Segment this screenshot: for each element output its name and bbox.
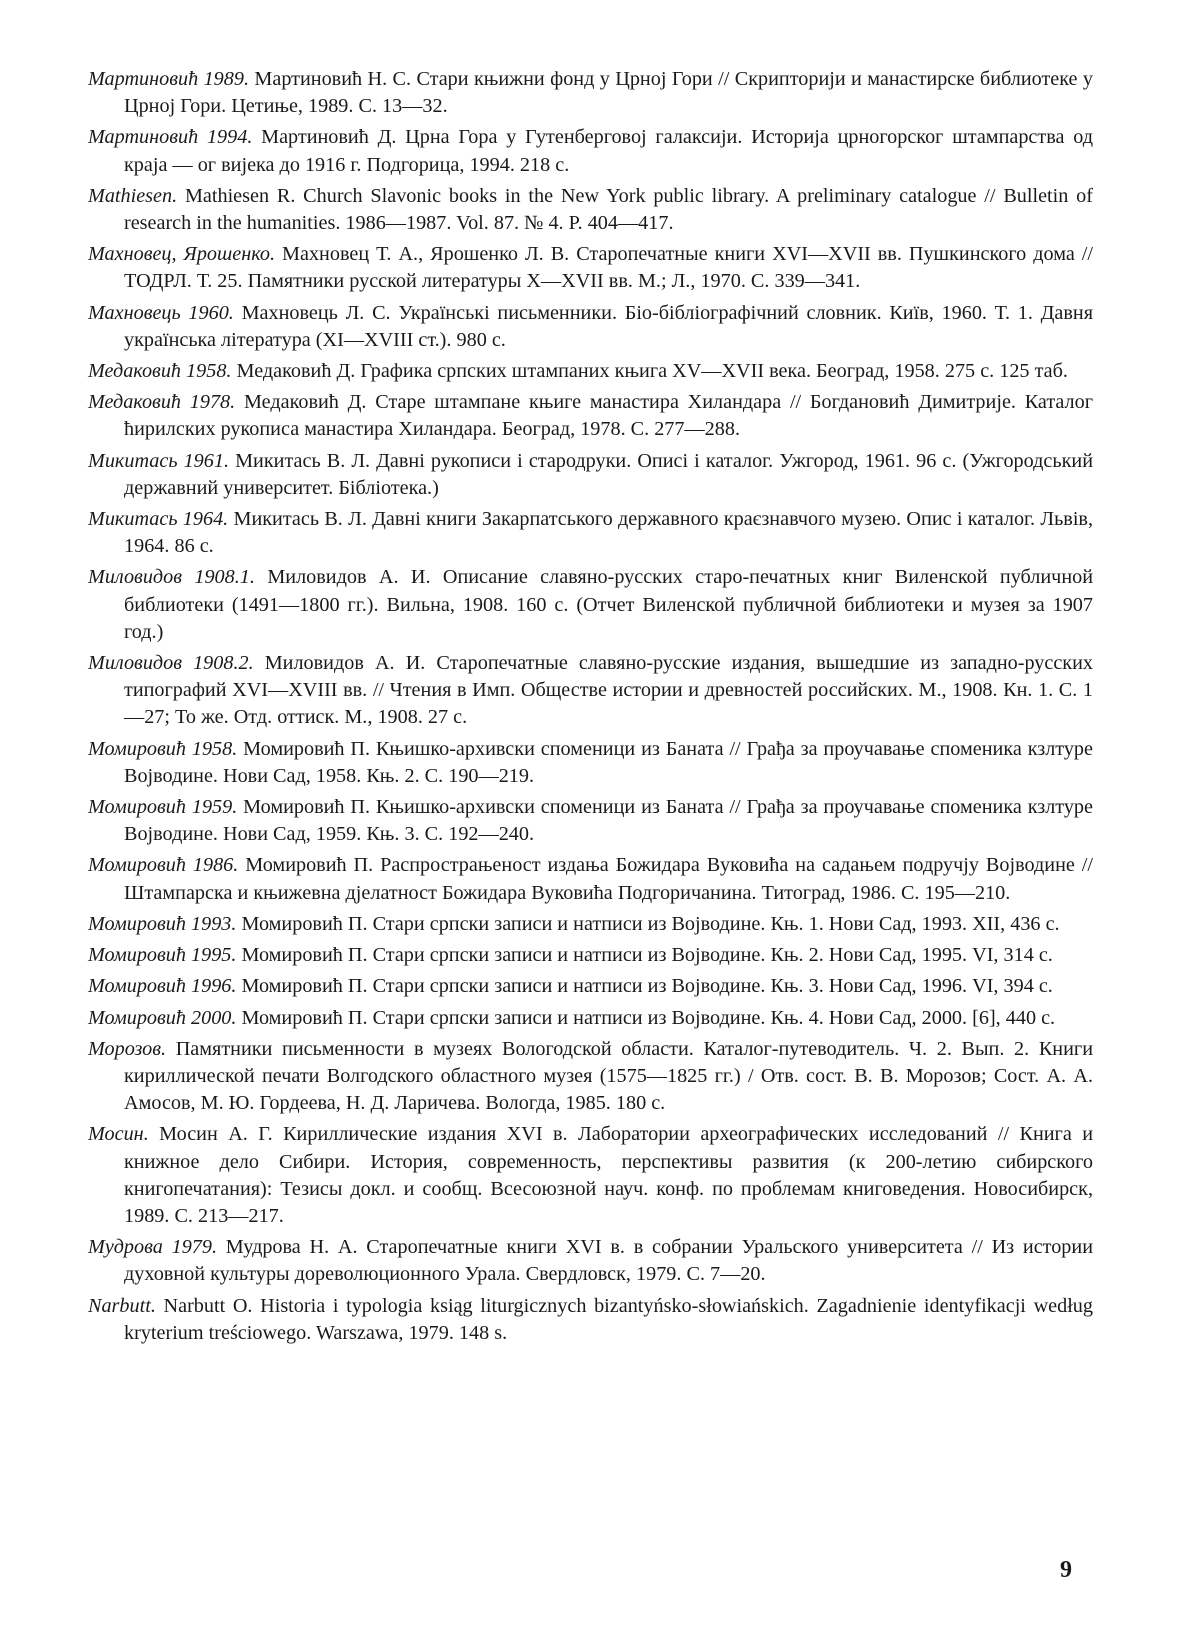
entry-key: Момировић 1986. bbox=[88, 854, 239, 877]
entry-key: Микитась 1961. bbox=[88, 449, 230, 472]
entry-key: Момировић 1996. bbox=[88, 975, 237, 998]
entry-key: Момировић 1995. bbox=[88, 944, 237, 967]
bib-entry bbox=[88, 300, 1093, 354]
bib-entry bbox=[88, 1234, 1093, 1288]
entry-key: Момировић 1959. bbox=[88, 796, 238, 819]
entry-key: Мартиновић 1994. bbox=[88, 126, 253, 149]
entry-text: Момировић П. Стари српски записи и натписи из Војводине. Књ. 2. Нови Сад, 1995. VI, 314 с. bbox=[241, 944, 1053, 967]
page-number: 9 bbox=[1060, 1557, 1072, 1583]
bib-entry bbox=[88, 852, 1093, 906]
entry-text: Медаковић Д. Старе штампане књиге манастира Хиландара // Богдановић Димитрије. Каталог ћирилских рукописа манастира Хиландара. Београд, 1978. С. 277—288. bbox=[124, 391, 1094, 441]
entry-text: Момировић П. Стари српски записи и натписи из Војводине. Књ. 4. Нови Сад, 2000. [6], 440 с. bbox=[241, 1006, 1056, 1029]
entry-text: Махновец Т. А., Ярошенко Л. В. Старопечатные книги XVI—XVII вв. Пушкинского дома // ТОДРЛ. Т. 25. Памятники русской литературы X—XVII вв. М.; Л., 1970. С. 339—341. bbox=[124, 243, 1094, 293]
entry-text: Медаковић Д. Графика српских штампаних књига XV—XVII века. Београд, 1958. 275 с. 125 таб. bbox=[236, 360, 1068, 383]
entry-key: Narbutt. bbox=[88, 1294, 156, 1317]
entry-key: Момировић 1958. bbox=[88, 737, 238, 760]
bib-entry bbox=[88, 358, 1093, 385]
bib-entry bbox=[88, 973, 1093, 1000]
bib-entry bbox=[88, 241, 1093, 295]
bib-entry bbox=[88, 183, 1093, 237]
entry-key: Мосин. bbox=[88, 1123, 149, 1146]
entry-key: Микитась 1964. bbox=[88, 508, 229, 531]
bib-entry bbox=[88, 736, 1093, 790]
entry-key: Момировић 1993. bbox=[88, 912, 237, 935]
bib-entry bbox=[88, 794, 1093, 848]
entry-text: Миловидов А. И. Описание славяно-русских старо-печатных книг Виленской публичной библиотеки (1491—1800 гг.). Вильна, 1908. 160 с. (Отчет Виленской публичной библиотеки и музея за 1907 год.) bbox=[124, 566, 1094, 643]
entry-key: Момировић 2000. bbox=[88, 1006, 237, 1029]
bib-entry bbox=[88, 650, 1093, 732]
bib-entry bbox=[88, 124, 1093, 178]
entry-text: Микитась В. Л. Давні рукописи і стародруки. Описі і каталог. Ужгород, 1961. 96 с. (Ужгородський державний университет. Бібліотека.) bbox=[124, 449, 1093, 499]
entry-key: Миловидов 1908.2. bbox=[88, 652, 254, 675]
entry-key: Миловидов 1908.1. bbox=[88, 566, 255, 589]
entry-text: Памятники письменности в музеях Вологодской области. Каталог-путеводитель. Ч. 2. Вып. 2. Книги кириллической печати Волгодского областного музея (1575—1825 гг.) / Отв. сост. В. В. Морозов; Сост. А. А. Амосов, М. Ю. Гордеева, Н. Д. Ларичева. Вологда, 1985. 180 с. bbox=[124, 1037, 1094, 1115]
entry-text: Махновець Л. С. Українські письменники. Біо-бібліографічний словник. Київ, 1960. Т. 1. Давня українська література (XI—XVIII ст.). 980 с. bbox=[124, 301, 1093, 351]
bib-entry bbox=[88, 1005, 1093, 1032]
entry-key: Мудрова 1979. bbox=[88, 1236, 218, 1259]
entry-key: Морозов. bbox=[88, 1037, 167, 1060]
bib-entry bbox=[88, 1293, 1093, 1347]
entry-text: Мартиновић Н. С. Стари књижни фонд у Црној Гори // Скрипторији и манастирске библиотеке у Црној Гори. Цетиње, 1989. С. 13—32. bbox=[124, 68, 1094, 118]
entry-text: Мудрова Н. А. Старопечатные книги XVI в. в собрании Уральского университета // Из истории духовной культуры дореволюционного Урала. Свердловск, 1979. С. 7—20. bbox=[124, 1236, 1093, 1286]
entry-text: Микитась В. Л. Давні книги Закарпатського державного краєзнавчого музею. Опис і каталог. Львів, 1964. 86 с. bbox=[124, 508, 1094, 558]
bib-entry bbox=[88, 448, 1093, 502]
entry-key: Махновец, Ярошенко. bbox=[88, 243, 276, 266]
bib-entry bbox=[88, 942, 1093, 969]
entry-key: Медаковић 1958. bbox=[88, 360, 232, 383]
entry-text: Мартиновић Д. Црна Гора у Гутенберговој галаксији. Историја црногорског штампарства од краја — ог вијека до 1916 г. Подгорица, 1994. 218 с. bbox=[124, 126, 1093, 176]
entry-key: Mathiesen. bbox=[88, 184, 178, 207]
entry-text: Момировић П. Распрострањеност издања Божидара Вуковића на садањем подручју Војводине // Штампарска и књижевна дјелатност Божидара Вуковића Подгоричанина. Титоград, 1986. С. 195—210. bbox=[124, 854, 1093, 904]
entry-text: Момировић П. Стари српски записи и натписи из Војводине. Књ. 3. Нови Сад, 1996. VI, 394 с. bbox=[241, 975, 1053, 998]
bibliography-list bbox=[88, 66, 1093, 1351]
entry-text: Миловидов А. И. Старопечатные славяно-русские издания, вышедшие из западно-русских типографий XVI—XVIII вв. // Чтения в Имп. Обществе истории и древностей российских. М., 1908. Кн. 1. С. 1—27; То же. Отд. оттиск. М., 1908. 27 с. bbox=[124, 652, 1094, 729]
entry-text: Мосин А. Г. Кириллические издания XVI в. Лаборатории археографических исследований // Книга и книжное дело Сибири. История, современность, перспективы развития (к 200-летию сибирского книгопечатания): Тезисы докл. и сообщ. Всесоюзной науч. конф. по проблемам книговедения. Новосибирск, 1989. С. 213—217. bbox=[124, 1123, 1094, 1227]
bib-entry bbox=[88, 1121, 1093, 1230]
entry-text: Narbutt O. Historia i typologia ksiąg liturgicznych bizantyńsko-słowiańskich. Zagadnienie identyfikacji według kryterium treściowego. Warszawa, 1979. 148 s. bbox=[124, 1294, 1093, 1344]
bib-entry bbox=[88, 506, 1093, 560]
entry-text: Момировић П. Књишко-архивски споменици из Баната // Грађа за проучавање споменика кзлтуре Војводине. Нови Сад, 1958. Књ. 2. С. 190—219. bbox=[124, 737, 1093, 787]
entry-text: Момировић П. Књишко-архивски споменици из Баната // Грађа за проучавање споменика кзлтуре Војводине. Нови Сад, 1959. Књ. 3. С. 192—240. bbox=[124, 796, 1093, 846]
bib-entry bbox=[88, 389, 1093, 443]
entry-key: Махновець 1960. bbox=[88, 301, 234, 324]
entry-text: Mathiesen R. Church Slavonic books in the New York public library. A preliminary catalogue // Bulletin of research in the humanities. 1986—1987. Vol. 87. № 4. P. 404—417. bbox=[124, 184, 1093, 235]
entry-text: Момировић П. Стари српски записи и натписи из Војводине. Књ. 1. Нови Сад, 1993. XII, 436 с. bbox=[241, 912, 1060, 935]
entry-key: Мартиновић 1989. bbox=[88, 68, 250, 90]
entry-key: Медаковић 1978. bbox=[88, 391, 236, 414]
bib-entry bbox=[88, 911, 1093, 938]
bib-entry bbox=[88, 564, 1093, 646]
bib-entry bbox=[88, 1036, 1093, 1118]
bib-entry bbox=[88, 66, 1093, 120]
